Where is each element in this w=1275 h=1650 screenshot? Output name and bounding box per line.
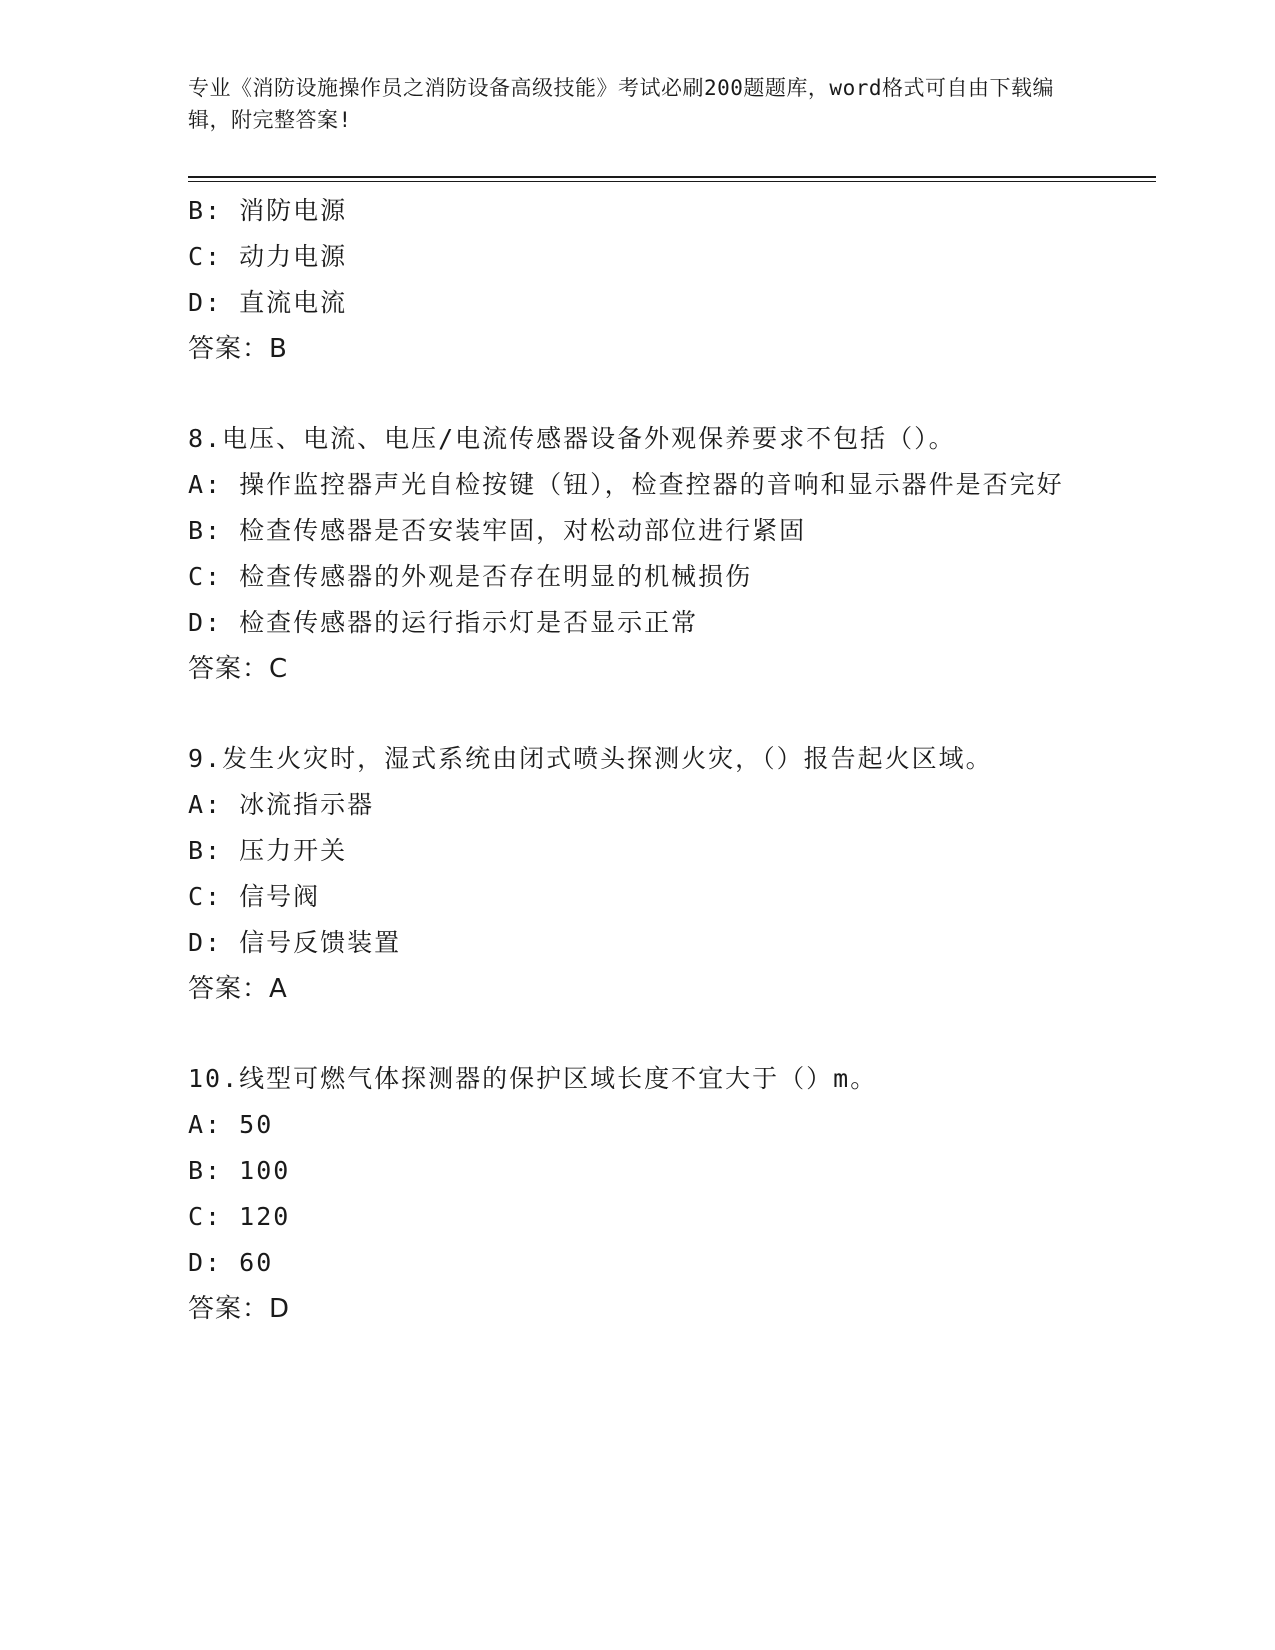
q8-answer: 答案：C [188,654,289,684]
q9-option-d: D: 信号反馈装置 [188,928,402,957]
spacer [188,692,1088,736]
header-divider-thin [188,181,1156,182]
q10-option-c: C: 120 [188,1202,291,1231]
q9-answer: 答案：A [188,974,288,1004]
q7-option-b: B: 消防电源 [188,196,348,225]
spacer [188,1012,1088,1056]
q10-option-b: B: 100 [188,1156,291,1185]
header-text: 专业《消防设施操作员之消防设备高级技能》考试必刷200题题库，word格式可自由下载编辑，附完整答案! [188,76,1054,132]
q8-option-d: D: 检查传感器的运行指示灯是否显示正常 [188,608,699,637]
q8-question: 8.电压、电流、电压/电流传感器设备外观保养要求不包括（）。 [188,424,956,453]
q9-question: 9.发生火灾时，湿式系统由闭式喷头探测火灾，（）报告起火区域。 [188,744,993,773]
q8-option-b: B: 检查传感器是否安装牢固，对松动部位进行紧固 [188,516,807,545]
q10-option-d: D: 60 [188,1248,274,1277]
q9-option-c: C: 信号阀 [188,882,321,911]
header-divider [188,176,1156,178]
q8-option-c: C: 检查传感器的外观是否存在明显的机械损伤 [188,562,753,591]
q9-option-a: A: 冰流指示器 [188,790,375,819]
q9-option-b: B: 压力开关 [188,836,348,865]
q7-option-d: D: 直流电流 [188,288,348,317]
question-7-block [188,188,1088,372]
question-10-block [188,1056,1088,1332]
q10-question: 10.线型可燃气体探测器的保护区域长度不宜大于（）m。 [188,1064,878,1093]
question-8-block [188,416,1088,692]
q8-option-a: A: 操作监控器声光自检按键（钮），检查控器的音响和显示器件是否完好 [188,470,1064,499]
q10-answer: 答案：D [188,1294,291,1324]
document-header [188,72,1068,136]
q7-option-c: C: 动力电源 [188,242,348,271]
q10-option-a: A: 50 [188,1110,274,1139]
question-9-block [188,736,1088,1012]
q7-answer: 答案：B [188,334,288,364]
spacer [188,372,1088,416]
question-content [188,188,1088,1332]
